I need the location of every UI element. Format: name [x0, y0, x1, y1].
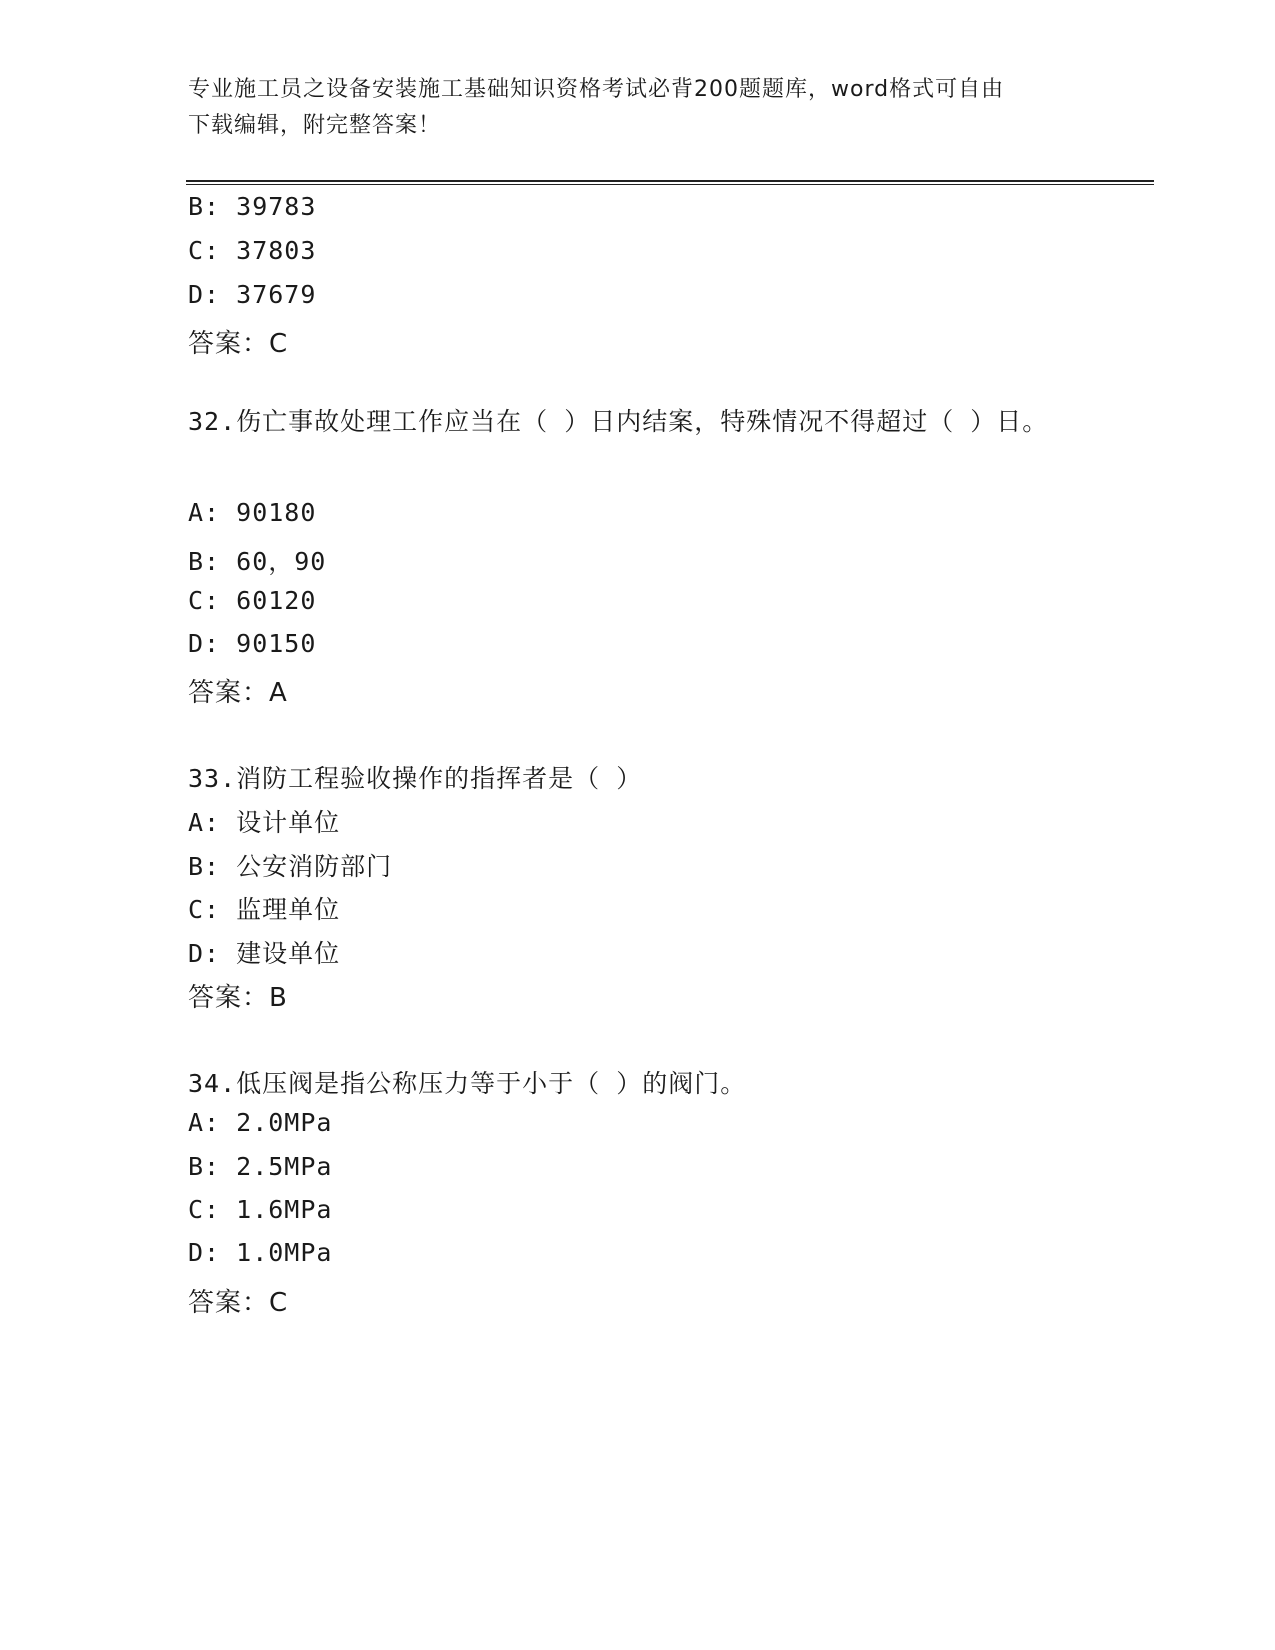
q34-option-a: A: 2.0MPa [188, 1108, 333, 1137]
q34-question: 34.低压阀是指公称压力等于小于（ ）的阀门。 [188, 1069, 747, 1098]
q32-option-a: A: 90180 [188, 498, 317, 527]
q34-option-d: D: 1.0MPa [188, 1238, 333, 1267]
header-divider-thin [186, 184, 1154, 185]
q31-option-d: D: 37679 [188, 280, 317, 309]
document-header [188, 72, 1068, 144]
q32-question: 32.伤亡事故处理工作应当在（ ）日内结案，特殊情况不得超过（ ）日。 [188, 407, 1049, 436]
q33-option-d: D: 建设单位 [188, 939, 341, 968]
header-divider-thick [186, 180, 1154, 182]
q32-option-c: C: 60120 [188, 586, 317, 615]
q32-option-b: B: 60，90 [188, 547, 327, 576]
q34-answer: 答案：C [188, 1288, 289, 1318]
header-title-line-2: 下载编辑，附完整答案！ [188, 113, 442, 138]
q32-option-d: D: 90150 [188, 629, 317, 658]
q33-answer: 答案：B [188, 983, 288, 1013]
q31-answer: 答案：C [188, 329, 289, 359]
q33-option-c: C: 监理单位 [188, 895, 341, 924]
q31-option-b: B: 39783 [188, 192, 317, 221]
q34-option-c: C: 1.6MPa [188, 1195, 333, 1224]
header-title-line-1: 专业施工员之设备安装施工基础知识资格考试必背200题题库，word格式可自由 [188, 77, 1005, 102]
q32-answer: 答案：A [188, 678, 288, 708]
q31-option-c: C: 37803 [188, 236, 317, 265]
q33-option-b: B: 公安消防部门 [188, 852, 393, 881]
q33-option-a: A: 设计单位 [188, 808, 341, 837]
q34-option-b: B: 2.5MPa [188, 1152, 333, 1181]
q33-question: 33.消防工程验收操作的指挥者是（ ） [188, 764, 643, 793]
